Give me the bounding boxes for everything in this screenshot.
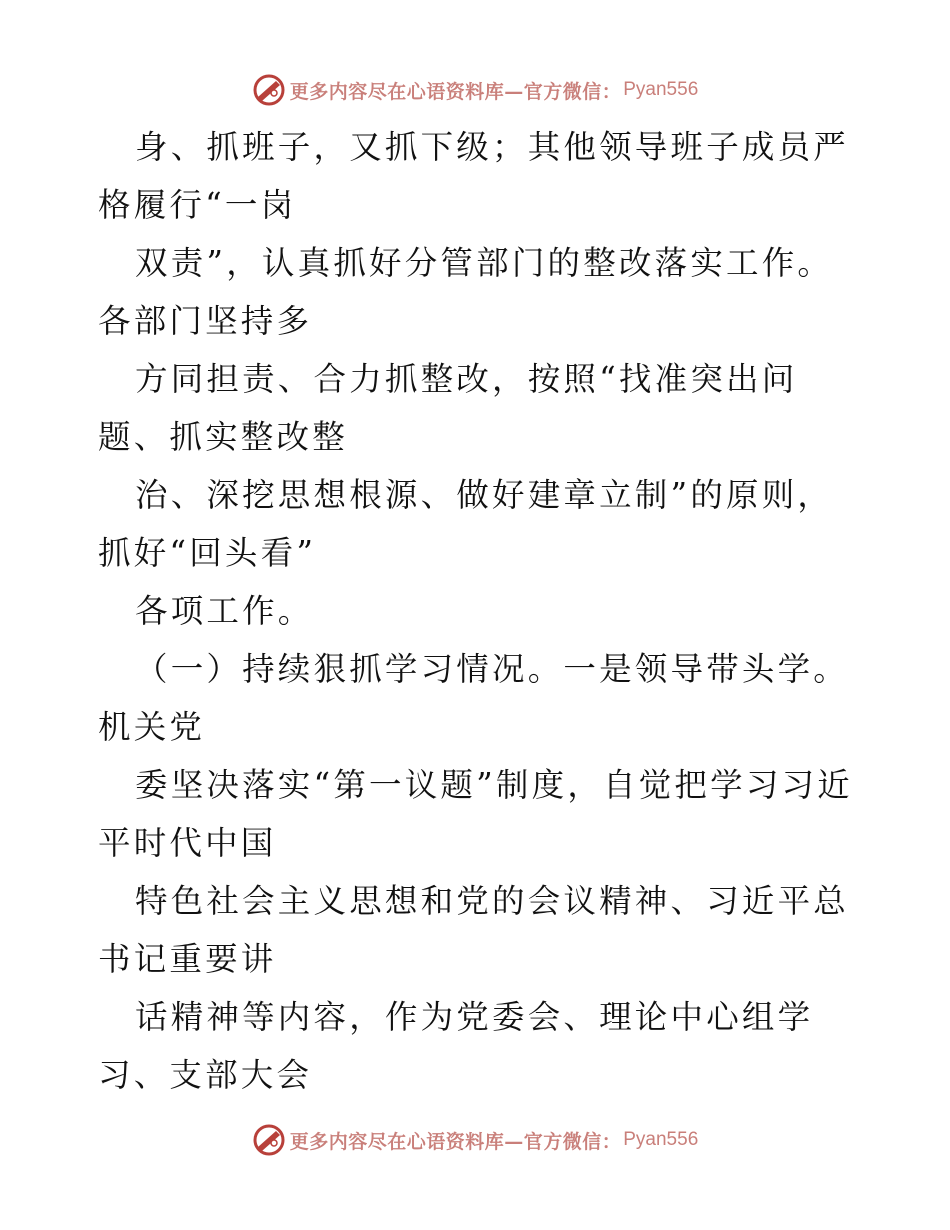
- footer-banner-wechat-id: Pyan556: [623, 1129, 699, 1150]
- pen-logo-icon: [252, 1123, 286, 1157]
- header-banner-wechat-id: Pyan556: [623, 79, 699, 100]
- footer-banner-text: 更多内容尽在心语资料库—官方微信：: [289, 1130, 622, 1153]
- pen-logo-icon: [252, 73, 286, 107]
- footer-banner: [0, 1120, 950, 1160]
- paragraph-9: 话精神等内容，作为党委会、理论中心组学习、支部大会: [98, 998, 814, 1094]
- paragraph-8: 特色社会主义思想和党的会议精神、习近平总书记重要讲: [98, 882, 850, 978]
- paragraph-7: 委坚决落实“第一议题”制度，自觉把学习习近平时代中国: [98, 766, 853, 862]
- document-body: [98, 118, 858, 1104]
- paragraph-3: 方同担责、合力抓整改，按照“找准突出问题、抓实整改整: [98, 360, 798, 456]
- paragraph-1: 身、抓班子，又抓下级；其他领导班子成员严格履行“一岗: [98, 128, 850, 224]
- paragraph-5: 各项工作。: [135, 592, 314, 630]
- header-banner: [0, 70, 950, 110]
- paragraph-6: （一）持续狠抓学习情况。一是领导带头学。机关党: [98, 650, 850, 746]
- header-banner-text: 更多内容尽在心语资料库—官方微信：: [289, 80, 622, 103]
- paragraph-2: 双责”，认真抓好分管部门的整改落实工作。各部门坚持多: [98, 244, 834, 340]
- paragraph-4: 治、深挖思想根源、做好建章立制”的原则，抓好“回头看”: [98, 476, 834, 572]
